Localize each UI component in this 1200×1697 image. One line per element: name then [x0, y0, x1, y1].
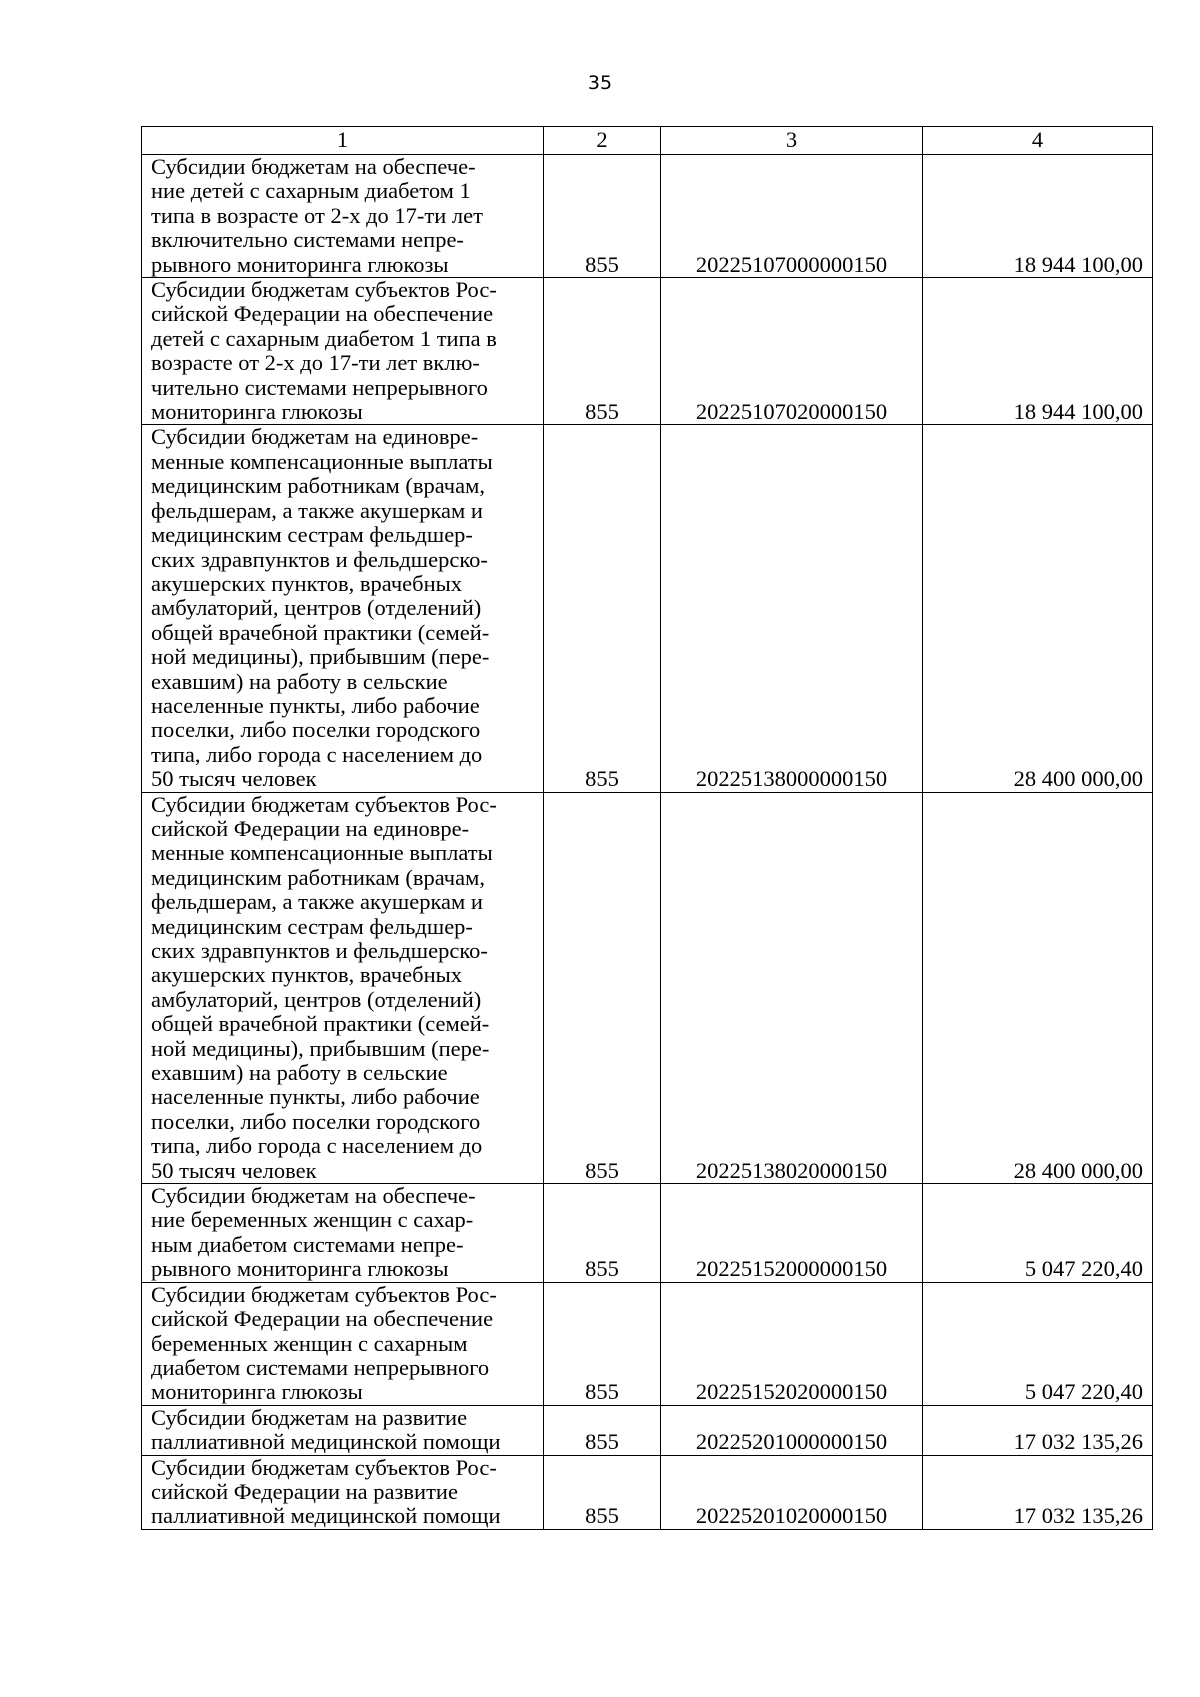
row-description: Субсидии бюджетам на обеспече- ние детей с сахарным диабетом 1 типа в возрасте от 2-х до 17-ти лет включительно системами непре- рывного мониторинга глюкозы	[142, 155, 544, 278]
row-amount: 17 032 135,26	[923, 1455, 1153, 1529]
row-admin-code: 855	[544, 1455, 661, 1529]
table-row	[142, 1405, 1153, 1455]
row-description: Субсидии бюджетам на единовре- менные компенсационные выплаты медицинским работникам (врачам, фельдшерам, а также акушеркам и медицинским сестрам фельдшер- ских здравпунктов и фельдшерско- акушерских пунктов, врачебных амбулаторий, центров (отделений) общей врачебной практики (семей- ной медицины), прибывшим (пере- ехавшим) на работу в сельские населенные пункты, либо рабочие поселки, либо поселки городского типа, либо города с населением до 50 тысяч человек	[142, 425, 544, 792]
table-row	[142, 425, 1153, 792]
row-budget-code: 20225138020000150	[661, 792, 923, 1184]
row-description: Субсидии бюджетам субъектов Рос- сийской Федерации на обеспечение беременных женщин с сахарным диабетом системами непрерывного мониторинга глюкозы	[142, 1282, 544, 1405]
table-row	[142, 792, 1153, 1184]
column-header-1: 1	[142, 127, 544, 155]
table-row	[142, 1455, 1153, 1529]
row-description: Субсидии бюджетам на обеспече- ние беременных женщин с сахар- ным диабетом системами непре- рывного мониторинга глюкозы	[142, 1184, 544, 1283]
row-budget-code: 20225138000000150	[661, 425, 923, 792]
row-amount: 28 400 000,00	[923, 792, 1153, 1184]
row-description: Субсидии бюджетам на развитие паллиативной медицинской помощи	[142, 1405, 544, 1455]
table-row	[142, 1184, 1153, 1283]
row-description: Субсидии бюджетам субъектов Рос- сийской Федерации на единовре- менные компенсационные выплаты медицинским работникам (врачам, фельдшерам, а также акушеркам и медицинским сестрам фельдшер- ских здравпунктов и фельдшерско- акушерских пунктов, врачебных амбулаторий, центров (отделений) общей врачебной практики (семей- ной медицины), прибывшим (пере- ехавшим) на работу в сельские населенные пункты, либо рабочие поселки, либо поселки городского типа, либо города с населением до 50 тысяч человек	[142, 792, 544, 1184]
row-amount: 5 047 220,40	[923, 1282, 1153, 1405]
row-amount: 28 400 000,00	[923, 425, 1153, 792]
row-admin-code: 855	[544, 1282, 661, 1405]
row-amount: 18 944 100,00	[923, 278, 1153, 425]
row-amount: 17 032 135,26	[923, 1405, 1153, 1455]
row-budget-code: 20225107020000150	[661, 278, 923, 425]
row-budget-code: 20225152020000150	[661, 1282, 923, 1405]
row-budget-code: 20225201000000150	[661, 1405, 923, 1455]
budget-table	[141, 126, 1153, 1530]
row-admin-code: 855	[544, 1184, 661, 1283]
row-admin-code: 855	[544, 425, 661, 792]
column-header-4: 4	[923, 127, 1153, 155]
row-description: Субсидии бюджетам субъектов Рос- сийской Федерации на обеспечение детей с сахарным диабетом 1 типа в возрасте от 2-х до 17-ти лет вклю- чительно системами непрерывного мониторинга глюкозы	[142, 278, 544, 425]
row-admin-code: 855	[544, 278, 661, 425]
row-description: Субсидии бюджетам субъектов Рос- сийской Федерации на развитие паллиативной медицинской помощи	[142, 1455, 544, 1529]
table-header-row	[142, 127, 1153, 155]
row-admin-code: 855	[544, 155, 661, 278]
row-admin-code: 855	[544, 792, 661, 1184]
row-budget-code: 20225152000000150	[661, 1184, 923, 1283]
row-budget-code: 20225201020000150	[661, 1455, 923, 1529]
table-row	[142, 278, 1153, 425]
row-amount: 18 944 100,00	[923, 155, 1153, 278]
row-budget-code: 20225107000000150	[661, 155, 923, 278]
column-header-2: 2	[544, 127, 661, 155]
page-number: 35	[587, 72, 613, 94]
table-row	[142, 1282, 1153, 1405]
table-row	[142, 155, 1153, 278]
row-amount: 5 047 220,40	[923, 1184, 1153, 1283]
row-admin-code: 855	[544, 1405, 661, 1455]
column-header-3: 3	[661, 127, 923, 155]
